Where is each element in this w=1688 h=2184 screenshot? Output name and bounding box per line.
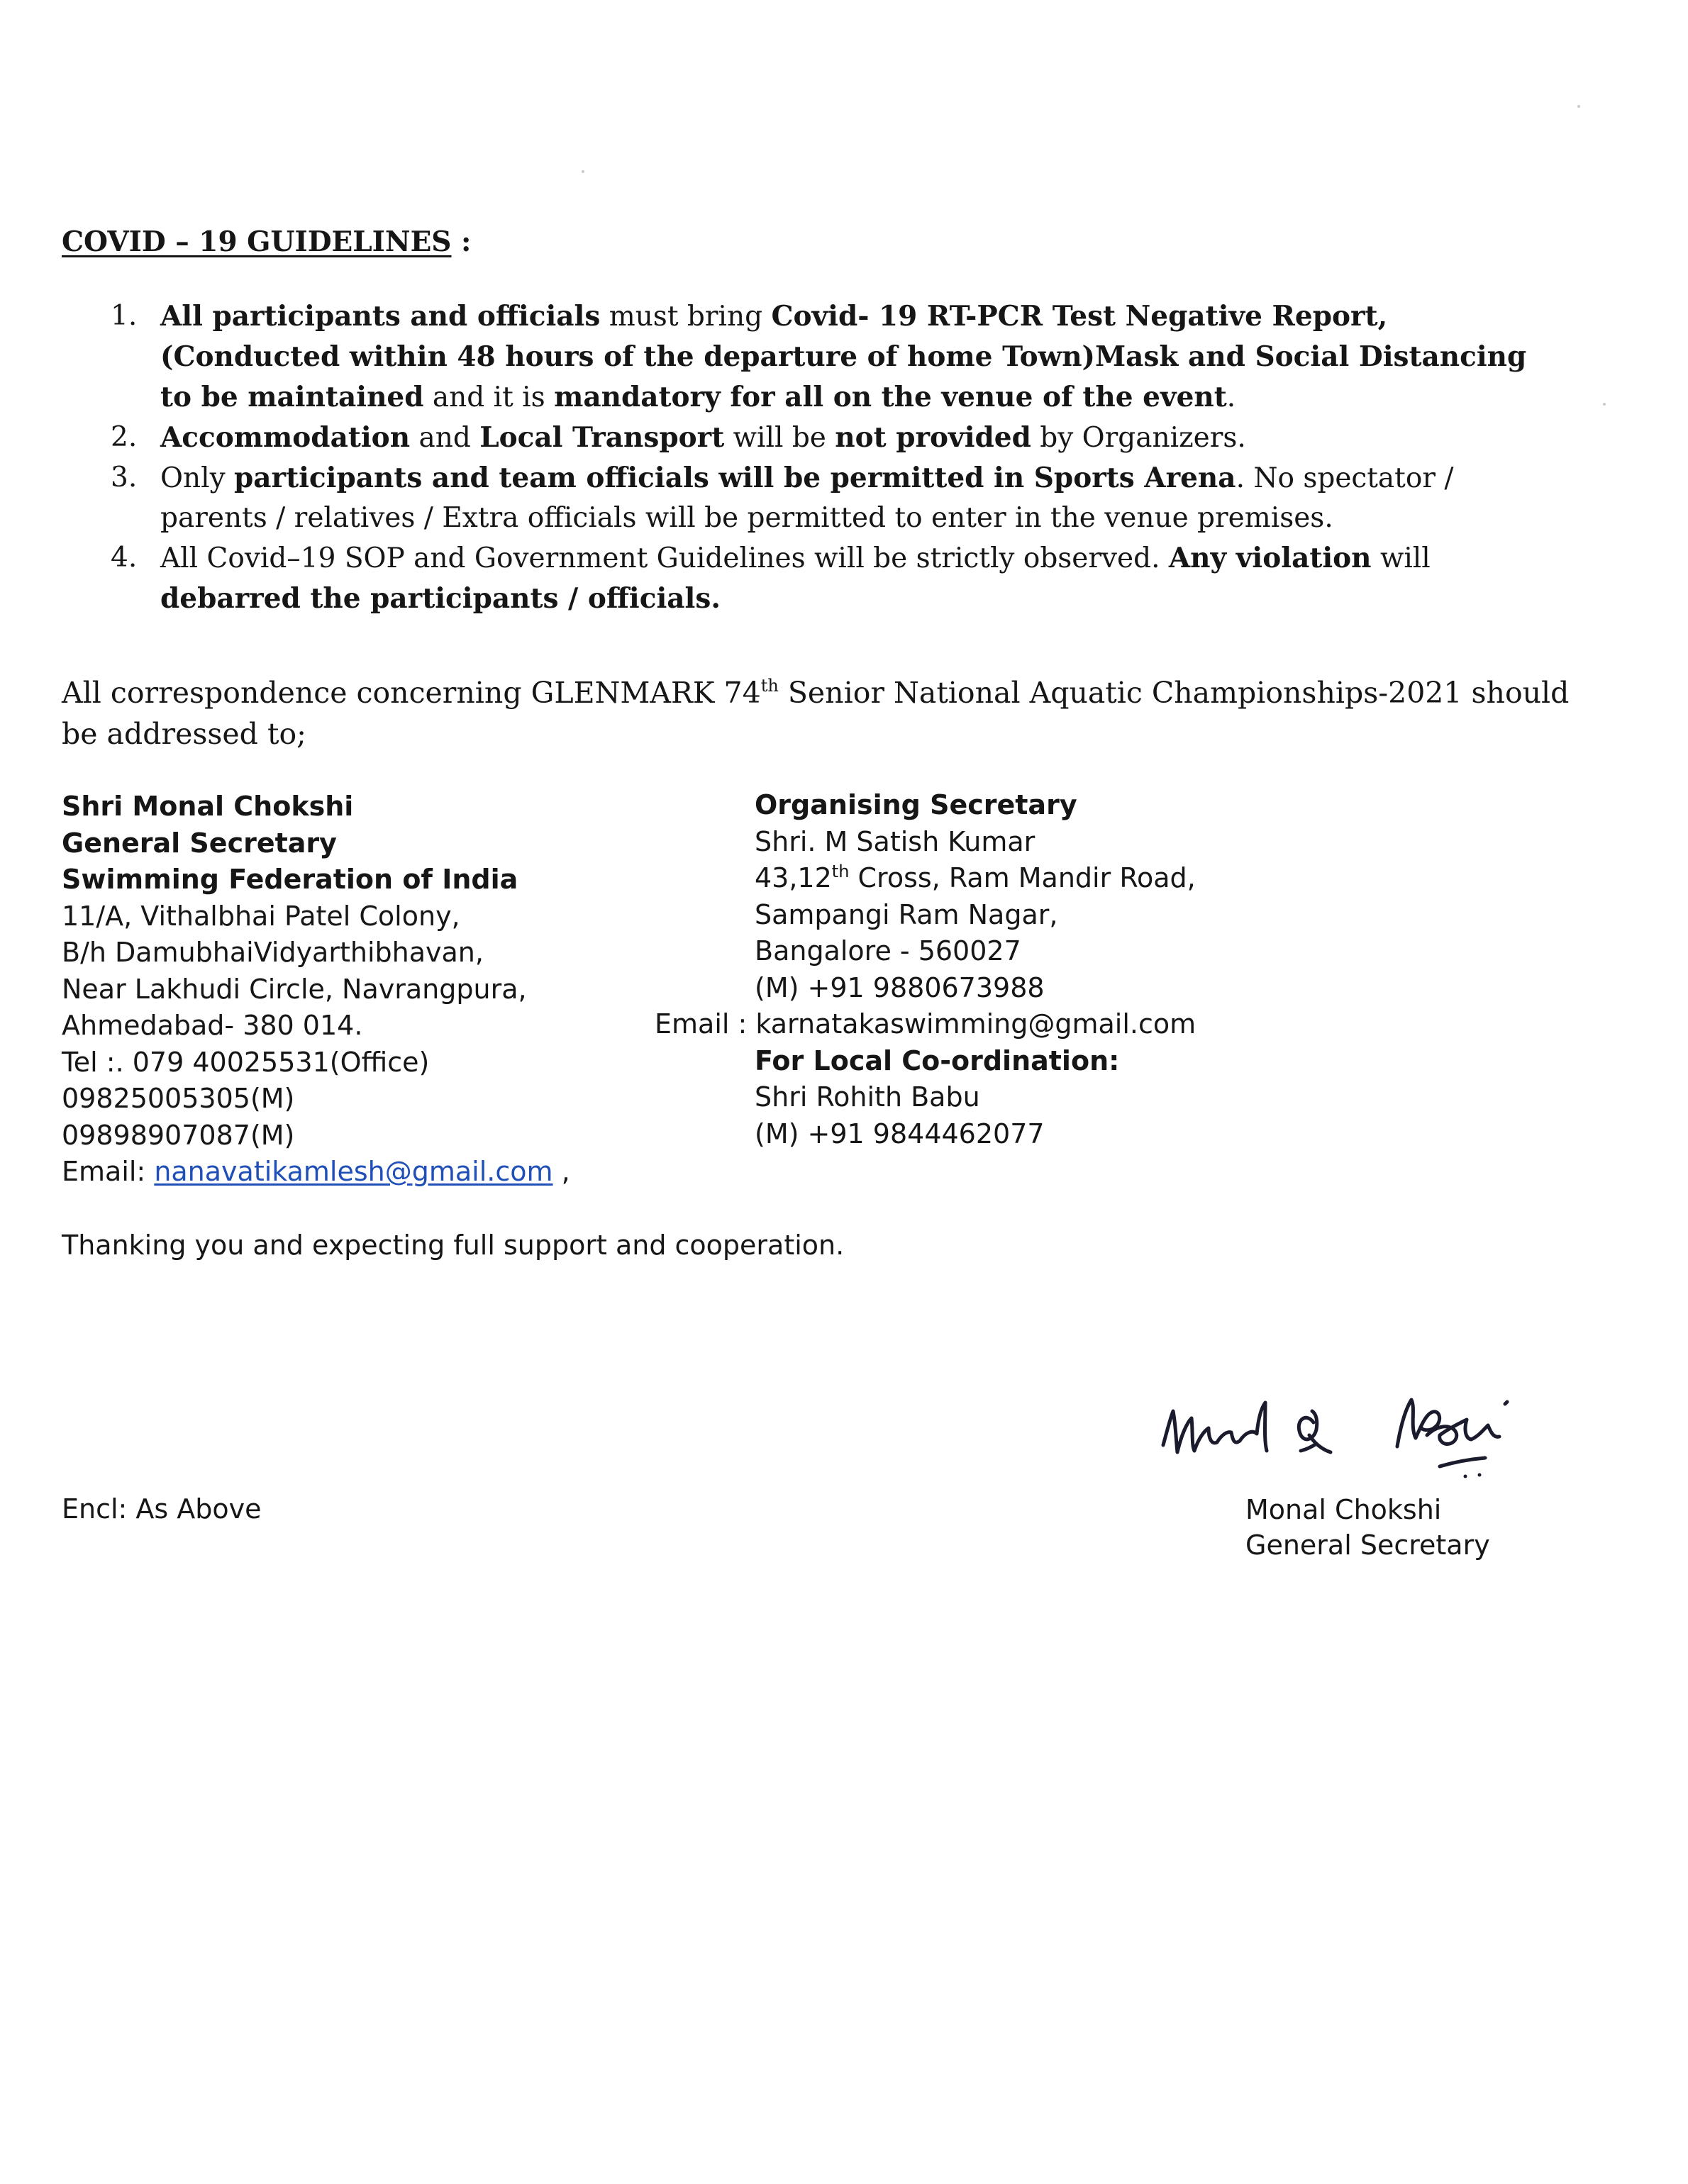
guideline-text: and [410, 422, 480, 454]
guideline-text: will be [724, 422, 835, 454]
organising-secretary-name: Shri. M Satish Kumar [755, 825, 1035, 857]
guideline-bold-text: Accommodation [160, 421, 411, 454]
organising-secretary-title: Organising Secretary [755, 789, 1077, 820]
guideline-text: must bring [600, 301, 772, 333]
telephone-line: Tel :. 079 40025531(Office) [62, 1046, 430, 1078]
guideline-bold-text: mandatory for all on the venue of the event [554, 381, 1227, 413]
guideline-item [106, 458, 1560, 538]
guideline-item [106, 538, 1560, 619]
guideline-bold-text: not provided [835, 421, 1031, 454]
page-title-suffix: : [451, 225, 472, 258]
address-line: B/h DamubhaiVidyarthibhavan, [62, 937, 484, 968]
correspondence-paragraph [62, 672, 1587, 754]
guideline-text: will [1371, 542, 1431, 574]
guideline-bold-text: participants and team officials will be permitted in Sports Arena [234, 462, 1236, 494]
mobile-line: (M) +91 9880673988 [755, 971, 1045, 1003]
guideline-bold-text: Local Transport [479, 421, 725, 454]
guideline-text: and it is [423, 381, 555, 413]
guideline-text: . [1226, 381, 1236, 413]
address-line: Ahmedabad- 380 014. [62, 1010, 363, 1041]
guideline-text: Only [160, 462, 234, 494]
mobile-line: 09825005305(M) [62, 1083, 295, 1114]
guideline-bold-text: Any violation [1168, 542, 1372, 574]
addressee-designation: General Secretary [62, 827, 337, 859]
email-line: Email : karnatakaswimming@gmail.com [655, 1008, 1196, 1040]
local-coordinator-mobile: (M) +91 9844462077 [755, 1118, 1045, 1149]
guideline-number: 1. [111, 300, 138, 332]
email-link[interactable]: nanavatikamlesh@gmail.com [154, 1156, 553, 1187]
enclosure-note: Encl: As Above [62, 1493, 262, 1525]
address-line: 11/A, Vithalbhai Patel Colony, [62, 900, 460, 932]
guideline-text: by Organizers. [1031, 422, 1246, 454]
addressee-name: Shri Monal Chokshi [62, 791, 354, 822]
signatory-name: Monal Chokshi [1245, 1494, 1442, 1525]
organising-address-block [655, 787, 1196, 1152]
page-title [62, 225, 471, 258]
scan-speck [582, 170, 584, 173]
guideline-bold-text: Covid- 19 RT-PCR Test Negative Report,(Conducted within 48 hours of the departure of home Town)Mask and Social Distancing to be maintained [160, 300, 1527, 413]
email-line [62, 1154, 570, 1191]
scan-speck [1603, 403, 1606, 406]
signature-image [1149, 1361, 1546, 1503]
scan-speck [1577, 105, 1580, 108]
address-line: Near Lakhudi Circle, Navrangpura, [62, 973, 527, 1005]
correspondence-text-end: Senior National Aquatic Championships-2021 should be addressed to; [62, 676, 1570, 751]
addressee-organisation: Swimming Federation of India [62, 864, 518, 895]
address-line: Sampangi Ram Nagar, [755, 898, 1058, 930]
address-line-start: 43,12 [755, 862, 832, 893]
federation-address-block [62, 789, 570, 1191]
email-label: Email: [62, 1156, 155, 1187]
correspondence-superscript: th [760, 676, 779, 696]
guideline-item [106, 418, 1560, 458]
guidelines-list [106, 296, 1560, 619]
guideline-number: 3. [111, 462, 138, 494]
guideline-bold-text: All participants and officials [160, 300, 601, 333]
guideline-text: . No spectator / parents / relatives / Extra officials will be permitted to enter in the venue premises. [160, 462, 1454, 534]
email-suffix: , [553, 1156, 570, 1187]
guideline-bold-text: debarred the participants / officials. [160, 582, 721, 615]
address-line [655, 860, 1196, 897]
local-coordination-title: For Local Co-ordination: [755, 1044, 1120, 1076]
address-line: Bangalore - 560027 [755, 935, 1021, 966]
page-title-text: COVID – 19 GUIDELINES [62, 225, 452, 258]
guideline-item [106, 296, 1560, 418]
signatory-block [1245, 1492, 1490, 1563]
guideline-text: All Covid–19 SOP and Government Guidelines will be strictly observed. [160, 542, 1169, 574]
closing-line: Thanking you and expecting full support and cooperation. [62, 1230, 845, 1261]
mobile-line: 09898907087(M) [62, 1119, 295, 1151]
guideline-number: 4. [111, 542, 138, 574]
address-line-end: Cross, Ram Mandir Road, [849, 862, 1196, 893]
address-superscript: th [831, 862, 850, 881]
correspondence-text-start: All correspondence concerning GLENMARK 74 [62, 676, 761, 710]
signatory-designation: General Secretary [1245, 1530, 1490, 1561]
local-coordinator-name: Shri Rohith Babu [755, 1081, 980, 1113]
guideline-number: 2. [111, 421, 138, 453]
